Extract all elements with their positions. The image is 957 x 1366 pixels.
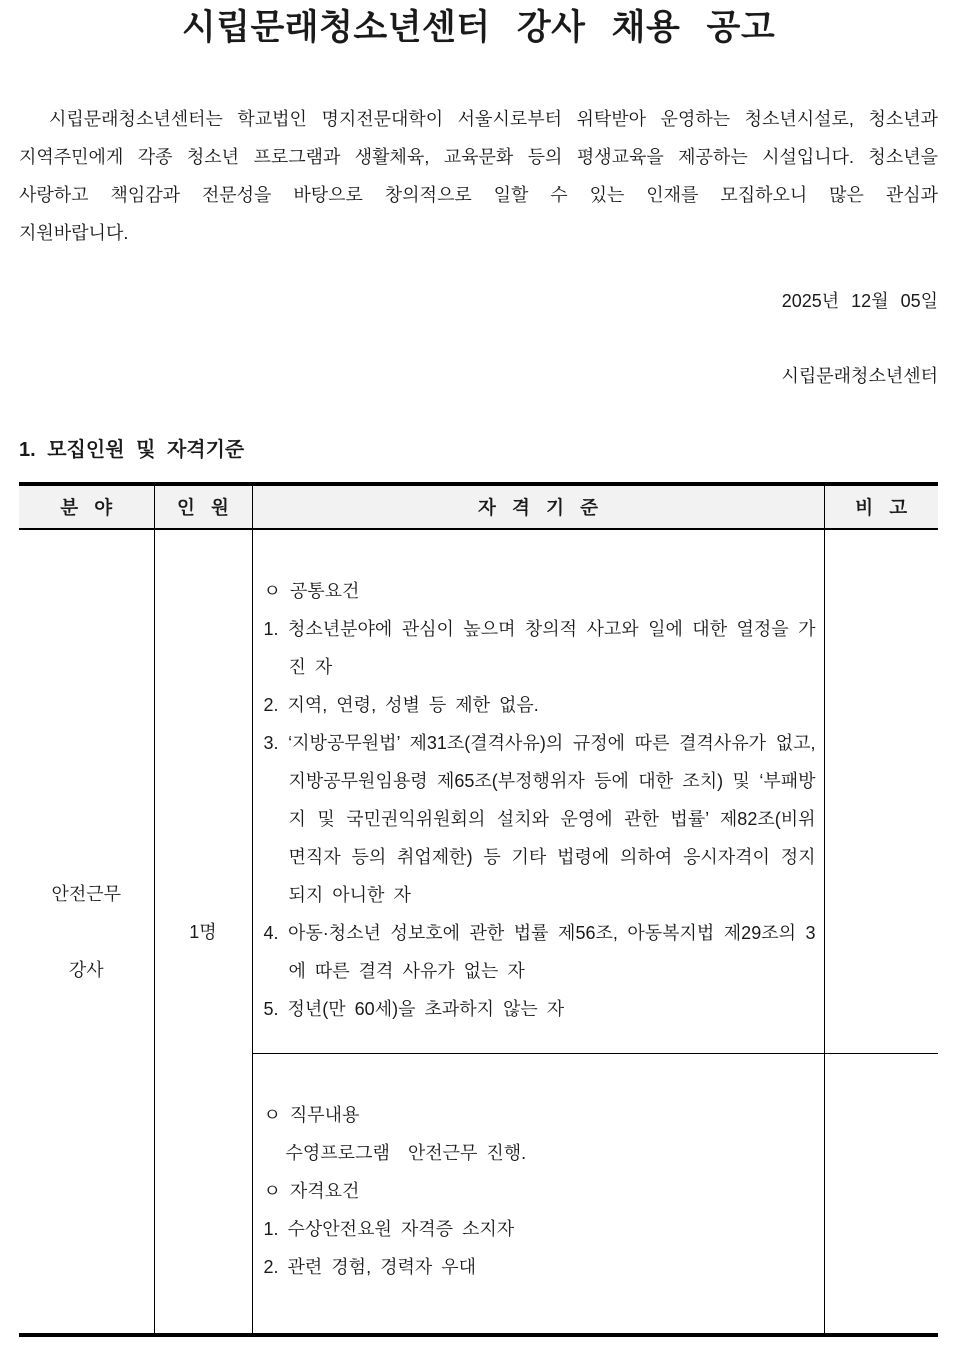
table-body-row-1 xyxy=(19,529,938,1053)
cell-remarks-1 xyxy=(824,529,938,1053)
cell-headcount: 1명 xyxy=(154,529,252,1335)
common-requirements-title: ㅇ 공통요건 xyxy=(263,581,360,601)
recruitment-table xyxy=(19,482,938,1337)
table-header-row xyxy=(19,484,938,529)
document-page xyxy=(0,6,957,1337)
common-requirement-item: 3. ‘지방공무원법’ 제31조(결격사유)의 규정에 따른 결격사유가 없고, 지방공무원임용령 제65조(부정행위자 등에 대한 조치) 및 ‘부패방지 및 국민권익위원회의 설치와 운영에 관한 법률’ 제82조(비위 면직자 등의 취업제한) 등 기타 법령에 의하여 응시자격이 정지되지 아니한 자 xyxy=(263,733,816,905)
common-requirement-item: 1. 청소년분야에 관심이 높으며 창의적 사고와 일에 대한 열정을 가진 자 xyxy=(263,619,816,677)
common-requirement-item: 4. 아동·청소년 성보호에 관한 법률 제56조, 아동복지법 제29조의 3에 따른 결격 사유가 없는 자 xyxy=(263,923,816,981)
column-header-remarks: 비 고 xyxy=(824,484,938,529)
duty-title: ㅇ 직무내용 xyxy=(263,1104,360,1125)
cell-remarks-2 xyxy=(824,1053,938,1335)
required-qualification-item: 2. 관련 경험, 경력자 우대 xyxy=(263,1256,477,1277)
common-requirement-item: 5. 정년(만 60세)을 초과하지 않는 자 xyxy=(263,999,565,1019)
duty-description: 수영프로그램 안전근무 진행. xyxy=(285,1142,527,1163)
issuing-organization: 시립문래청소년센터 xyxy=(781,366,938,386)
cell-common-qualifications xyxy=(252,529,824,1053)
column-header-qualifications: 자 격 기 준 xyxy=(252,484,824,529)
field-name-line2: 강사 xyxy=(68,959,104,980)
required-qualifications-title: ㅇ 자격요건 xyxy=(263,1180,360,1201)
common-requirement-item: 2. 지역, 연령, 성별 등 제한 없음. xyxy=(263,695,539,715)
section-heading-recruitment: 1. 모집인원 및 자격기준 xyxy=(19,439,245,461)
column-header-headcount: 인 원 xyxy=(154,484,252,529)
column-header-field: 분 야 xyxy=(19,484,154,529)
cell-field xyxy=(19,529,154,1335)
field-name-line1: 안전근무 xyxy=(51,883,122,904)
document-title: 시립문래청소년센터 강사 채용 공고 xyxy=(181,8,776,47)
intro-paragraph: 시립문래청소년센터는 학교법인 명지전문대학이 서울시로부터 위탁받아 운영하는 청소년시설로, 청소년과 지역주민에게 각종 청소년 프로그램과 생활체육, 교육문화 등의 평생교육을 제공하는 시설입니다. 청소년을 사랑하고 책임감과 전문성을 바탕으로 창의적으로 일할 수 있는 인재를 모집하오니 많은 관심과 지원바랍니다. xyxy=(19,109,938,243)
announcement-date: 2025년 12월 05일 xyxy=(781,291,938,311)
cell-duty-and-requirements xyxy=(252,1053,824,1335)
required-qualification-item: 1. 수상안전요원 자격증 소지자 xyxy=(263,1218,515,1239)
